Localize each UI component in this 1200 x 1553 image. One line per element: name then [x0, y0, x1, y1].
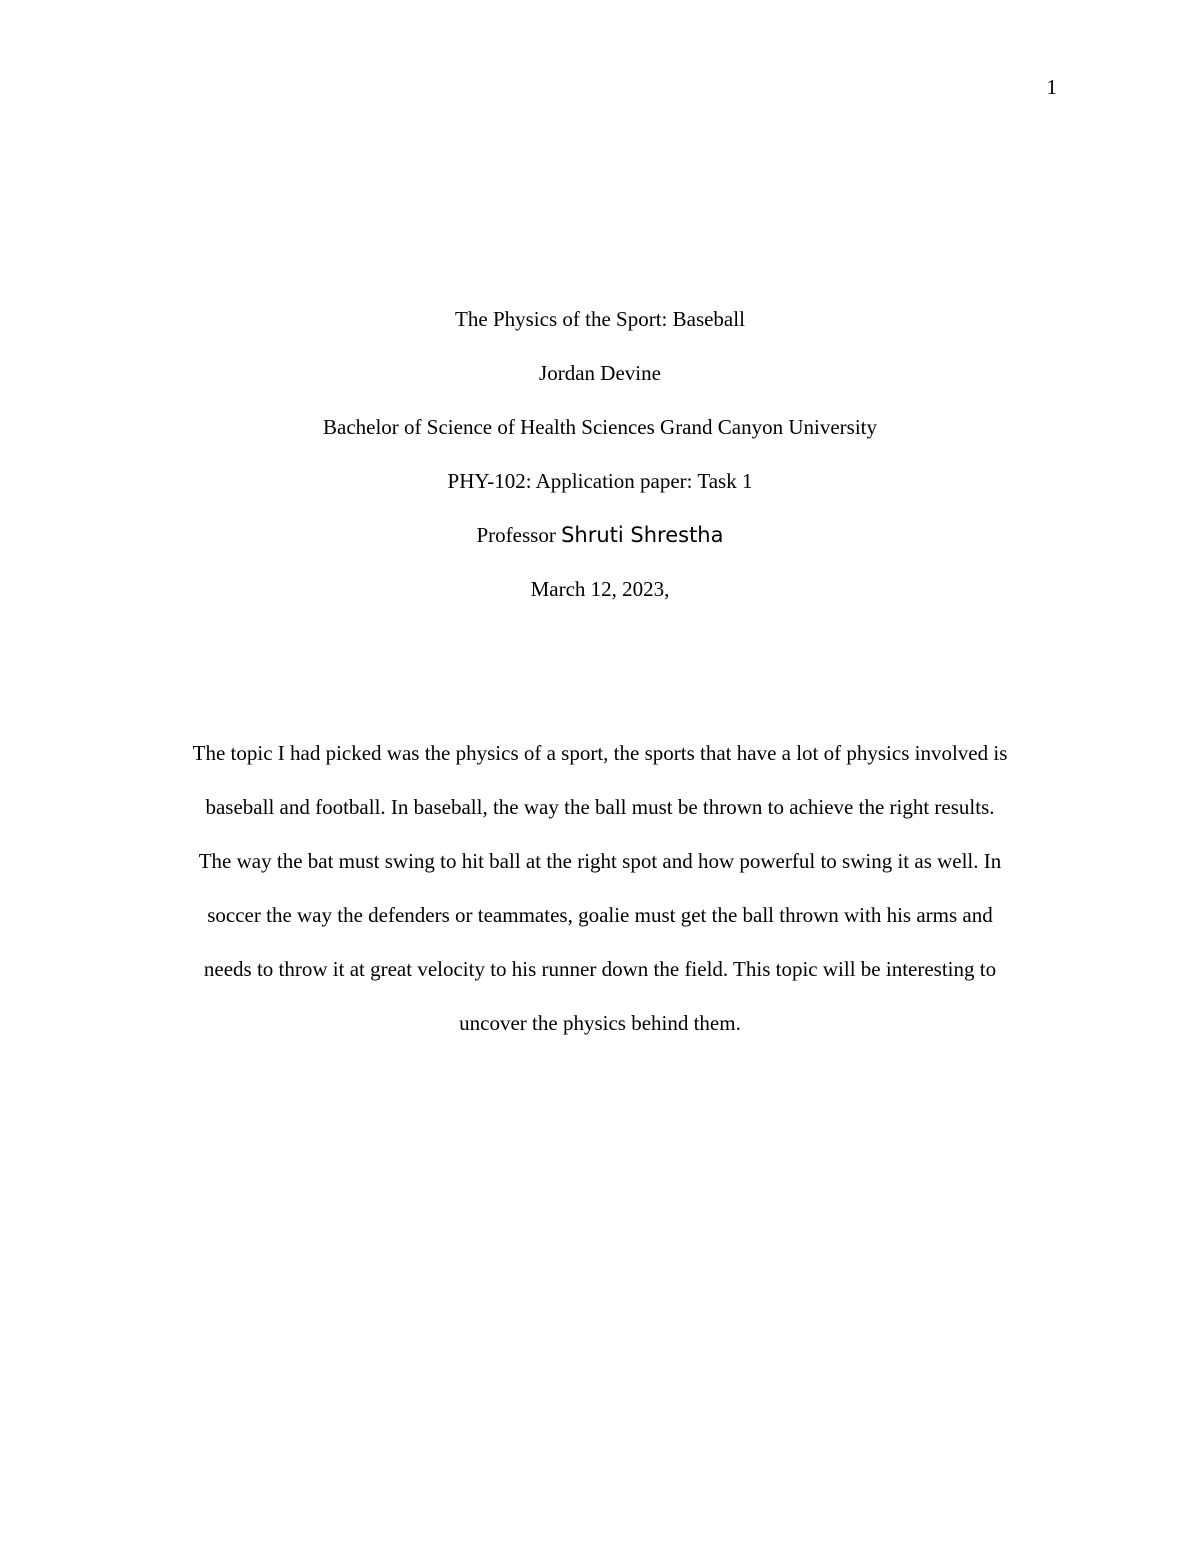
body-paragraph: [136, 738, 1064, 1062]
course-name: PHY-102: Application paper: Task 1: [447, 469, 753, 493]
program-affiliation: Bachelor of Science of Health Sciences Grand Canyon University: [323, 415, 877, 439]
professor-name: Shruti Shrestha: [561, 523, 724, 547]
professor-prefix: Professor: [476, 523, 556, 547]
body-line: The topic I had picked was the physics of a sport, the sports that have a lot of physics involved is: [192, 741, 1008, 765]
paper-title: The Physics of the Sport: Baseball: [455, 307, 745, 331]
body-line: baseball and football. In baseball, the way the ball must be thrown to achieve the right results.: [205, 795, 995, 819]
body-line: soccer the way the defenders or teammates, goalie must get the ball thrown with his arms and: [207, 903, 993, 927]
title-page-block: [0, 304, 1200, 628]
professor-line: [0, 520, 1200, 574]
author-name: Jordan Devine: [539, 361, 661, 385]
submission-date: March 12, 2023,: [530, 577, 670, 601]
body-line: The way the bat must swing to hit ball at the right spot and how powerful to swing it as well. In: [198, 849, 1002, 873]
body-line: uncover the physics behind them.: [459, 1011, 741, 1035]
body-line: needs to throw it at great velocity to his runner down the field. This topic will be interesting to: [203, 957, 997, 981]
page-number: 1: [1046, 75, 1057, 99]
